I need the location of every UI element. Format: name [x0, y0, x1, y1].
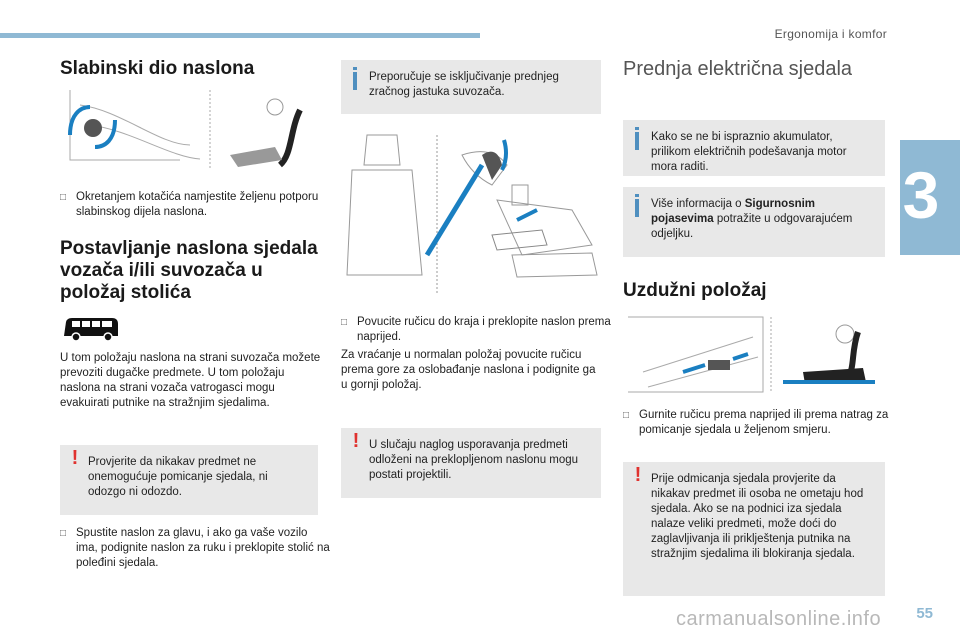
- info-icon: [635, 199, 639, 217]
- info-icon: [353, 72, 357, 90]
- warning-icon: !: [634, 464, 642, 486]
- watermark: carmanualsonline.info: [676, 608, 882, 630]
- bullet-marker-icon: □: [623, 410, 630, 421]
- table-position-paragraph: U tom položaju naslona na strani suvozača možete prevoziti dugačke predmete. U tom položaju naslona na strani vozača vatrogasci mogu evakuirati putnike na stražnjim sjedalima.: [60, 352, 321, 409]
- warning-box-1: ! Provjerite da nikakav predmet ne onemogućuje pomicanje sjedala, ni odozgo ni odozdo.: [60, 445, 318, 515]
- electric-seats-title: Prednja električna sjedala: [623, 58, 853, 80]
- warning-icon: !: [352, 430, 360, 452]
- table-position-title: Postavljanje naslona sjedala vozača i/ili suvozača u položaj stolića: [60, 238, 318, 303]
- headrest-bullet: □ Spustite naslon za glavu, i ako ga vaše vozilo ima, podignite naslon za ruku i preklopite stolić na poleđini sjedala.: [60, 527, 330, 569]
- lumbar-illustration: [60, 85, 320, 175]
- fold-bullet: □ Povucite ručicu do kraja i preklopite naslon prema naprijed.: [341, 316, 611, 343]
- info-box-3: Više informacija o Sigurnosnim pojasevima potražite u odgovarajućem odjeljku.: [623, 187, 885, 257]
- section-title: Ergonomija i komfor: [774, 27, 887, 41]
- bullet-marker-icon: □: [60, 192, 67, 203]
- lumbar-title: Slabinski dio naslona: [60, 58, 255, 79]
- warning-icon: !: [71, 447, 79, 469]
- lumbar-wheel-icon: [84, 119, 102, 137]
- seat-fold-illustration: [342, 125, 604, 305]
- warning-box-3: ! Prije odmicanja sjedala provjerite da nikakav predmet ili osoba ne ometaju hod sjedala. Ako se na podnici iza sjedala nalaze veliki predmeti, može doći do zaglavljivanja ili priklještenja putnika na stražnjim sjedalima ili blokiranja sjedala.: [623, 462, 885, 596]
- info-box-1: Preporučuje se isključivanje prednjeg zračnog jastuka suvozača.: [341, 60, 601, 114]
- info-icon: [635, 132, 639, 150]
- bullet-marker-icon: □: [60, 528, 67, 539]
- van-icon: [62, 316, 120, 342]
- bullet-marker-icon: □: [341, 317, 348, 328]
- longitudinal-title: Uzdužni položaj: [623, 280, 767, 301]
- page-number: 55: [916, 605, 933, 622]
- fold-paragraph: Za vraćanje u normalan položaj povucite ručicu prema gore za oslobađanje naslona i podignite ga u gornji položaj.: [341, 349, 596, 391]
- lumbar-bullet: □ Okretanjem kotačića namjestite željenu potporu slabinskog dijela naslona.: [60, 191, 319, 218]
- warning-box-2: ! U slučaju naglog usporavanja predmeti odloženi na preklopljenom naslonu mogu postati projektili.: [341, 428, 601, 498]
- header-bar: [0, 33, 480, 38]
- chapter-number: 3: [902, 158, 940, 232]
- longitudinal-bullet: □ Gurnite ručicu prema naprijed ili prema natrag za pomicanje sjedala u željenom smjeru.: [623, 409, 889, 436]
- info-box-2: Kako se ne bi ispraznio akumulator, prilikom električnih podešavanja motor mora raditi.: [623, 120, 885, 176]
- longitudinal-illustration: [623, 312, 885, 397]
